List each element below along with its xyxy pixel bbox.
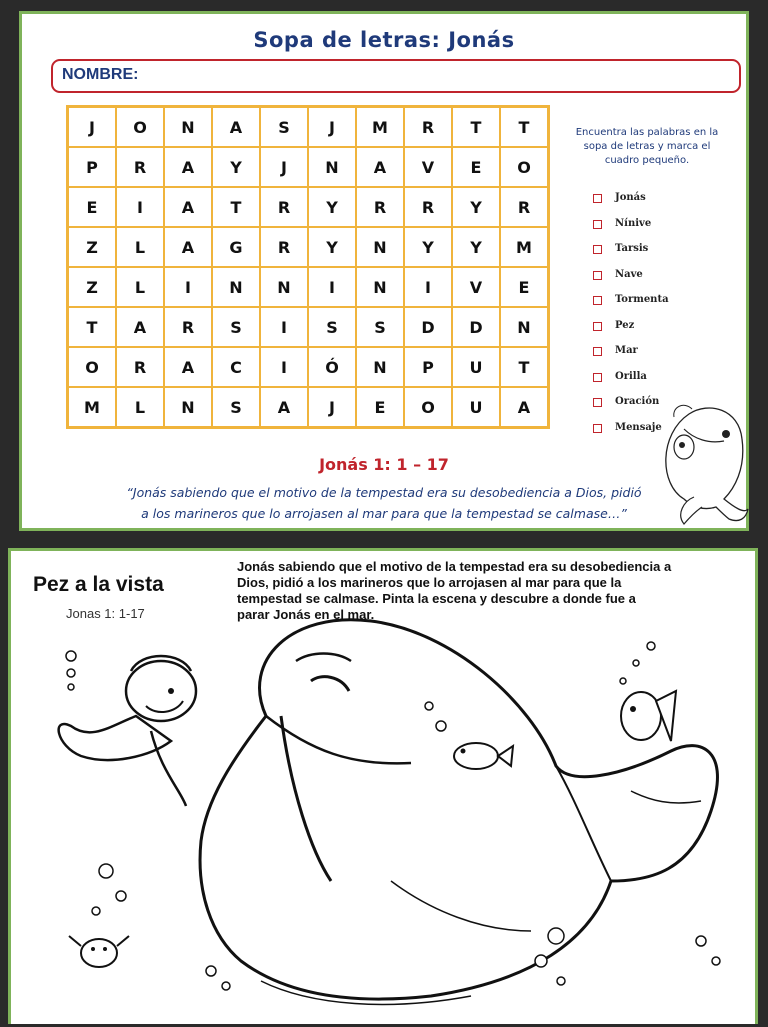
description-line: tempestad se calmase. Pinta la escena y descubre a donde fue a [237, 591, 636, 606]
grid-row [68, 187, 549, 227]
grid-row [68, 227, 549, 267]
word-label: Tormenta [615, 294, 669, 305]
grid-cell[interactable]: E [68, 187, 117, 227]
word-checkbox[interactable] [593, 322, 602, 331]
grid-cell[interactable]: Y [452, 187, 500, 227]
jonah-figure [59, 656, 196, 806]
grid-cell[interactable]: L [116, 387, 164, 428]
word-checkbox[interactable] [593, 373, 602, 382]
grid-cell[interactable]: I [164, 267, 212, 307]
grid-cell[interactable]: J [308, 387, 356, 428]
grid-cell[interactable]: T [68, 307, 117, 347]
grid-cell[interactable]: D [404, 307, 452, 347]
grid-cell[interactable]: Y [308, 227, 356, 267]
letter-grid [66, 105, 550, 429]
grid-cell[interactable]: Y [308, 187, 356, 227]
grid-cell[interactable]: R [116, 347, 164, 387]
description-line: Jonás sabiendo que el motivo de la tempestad era su desobediencia a [237, 559, 672, 574]
coloring-description [237, 559, 747, 623]
grid-cell[interactable]: R [404, 187, 452, 227]
grid-cell[interactable]: Ó [308, 347, 356, 387]
grid-cell[interactable]: M [68, 387, 117, 428]
crab [69, 936, 129, 967]
grid-cell[interactable]: R [356, 187, 404, 227]
description-line: Dios, pidió a los marineros que lo arrojasen al mar para que la [237, 575, 622, 590]
grid-row [68, 387, 549, 428]
grid-cell[interactable]: U [452, 347, 500, 387]
grid-cell[interactable]: N [308, 147, 356, 187]
grid-cell[interactable]: N [212, 267, 260, 307]
grid-cell[interactable]: S [212, 387, 260, 428]
word-checkbox[interactable] [593, 398, 602, 407]
big-whale [200, 620, 717, 999]
grid-cell[interactable]: P [404, 347, 452, 387]
word-checkbox[interactable] [593, 245, 602, 254]
grid-cell[interactable]: S [260, 107, 308, 148]
grid-cell[interactable]: A [164, 187, 212, 227]
grid-cell[interactable]: T [212, 187, 260, 227]
verse-line: “Jonás sabiendo que el motivo de la tempestad era su desobediencia a Dios, pidió [126, 485, 642, 500]
name-label: NOMBRE: [62, 66, 139, 83]
grid-cell[interactable]: S [308, 307, 356, 347]
grid-cell[interactable]: I [260, 347, 308, 387]
word-label: Pez [615, 319, 635, 331]
word-label: Nínive [615, 217, 652, 229]
verse-line: a los marineros que lo arrojasen al mar para que la tempestad se calmase…” [141, 506, 627, 521]
word-search-worksheet [19, 11, 749, 531]
grid-cell[interactable]: O [404, 387, 452, 428]
grid-cell[interactable]: N [500, 307, 549, 347]
grid-cell[interactable]: I [260, 307, 308, 347]
word-label: Mensaje [615, 421, 662, 433]
grid-cell[interactable]: P [68, 147, 117, 187]
grid-cell[interactable]: M [500, 227, 549, 267]
word-label: Jonás [615, 192, 646, 203]
grid-cell[interactable]: J [68, 107, 117, 148]
grid-cell[interactable]: O [116, 107, 164, 148]
word-checkbox[interactable] [593, 424, 602, 433]
grid-cell[interactable]: I [308, 267, 356, 307]
grid-cell[interactable]: N [356, 227, 404, 267]
grid-cell[interactable]: Y [212, 147, 260, 187]
grid-row [68, 107, 549, 148]
grid-cell[interactable]: R [500, 187, 549, 227]
coloring-reference: Jonas 1: 1-17 [66, 606, 145, 621]
grid-cell[interactable]: E [452, 147, 500, 187]
grid-cell[interactable]: D [452, 307, 500, 347]
grid-cell[interactable]: A [212, 107, 260, 148]
grid-cell[interactable]: R [116, 147, 164, 187]
word-label: Orilla [615, 370, 647, 382]
grid-cell[interactable]: Y [452, 227, 500, 267]
grid-cell[interactable]: R [164, 307, 212, 347]
word-checkbox[interactable] [593, 347, 602, 356]
description-line: parar Jonás en el mar. [237, 607, 375, 622]
grid-cell[interactable]: T [500, 107, 549, 148]
grid-cell[interactable]: N [260, 267, 308, 307]
name-field[interactable] [51, 59, 741, 93]
grid-cell[interactable]: N [164, 107, 212, 148]
grid-cell[interactable]: O [68, 347, 117, 387]
grid-cell[interactable]: Z [68, 227, 117, 267]
grid-cell[interactable]: S [212, 307, 260, 347]
grid-cell[interactable]: L [116, 267, 164, 307]
grid-cell[interactable]: L [116, 227, 164, 267]
grid-cell[interactable]: A [164, 227, 212, 267]
grid-cell[interactable]: A [500, 387, 549, 428]
verse-reference: Jonás 1: 1 – 17 [319, 455, 449, 474]
word-checkbox[interactable] [593, 220, 602, 229]
word-label: Oración [615, 396, 660, 407]
grid-cell[interactable]: I [116, 187, 164, 227]
grid-cell[interactable]: A [260, 387, 308, 428]
grid-cell[interactable]: N [164, 387, 212, 428]
grid-cell[interactable]: T [452, 107, 500, 148]
grid-cell[interactable]: N [356, 267, 404, 307]
grid-cell[interactable]: O [500, 147, 549, 187]
grid-cell[interactable]: E [356, 387, 404, 428]
right-fish [621, 691, 676, 741]
coloring-title: Pez a la vista [33, 573, 164, 596]
grid-cell[interactable]: R [260, 227, 308, 267]
grid-cell[interactable]: T [500, 347, 549, 387]
word-checkbox[interactable] [593, 194, 602, 203]
grid-cell[interactable]: G [212, 227, 260, 267]
grid-row [68, 147, 549, 187]
grid-cell[interactable]: V [452, 267, 500, 307]
grid-row [68, 307, 549, 347]
instructions-line: sopa de letras y marca el [583, 141, 711, 152]
grid-cell[interactable]: A [164, 347, 212, 387]
grid-cell[interactable]: R [260, 187, 308, 227]
worksheet-title: Sopa de letras: Jonás [253, 28, 515, 52]
grid-row [68, 347, 549, 387]
grid-cell[interactable]: S [356, 307, 404, 347]
grid-cell[interactable]: A [116, 307, 164, 347]
grid-cell[interactable]: E [500, 267, 549, 307]
grid-cell[interactable]: J [260, 147, 308, 187]
grid-cell[interactable]: A [356, 147, 404, 187]
grid-cell[interactable]: M [356, 107, 404, 148]
grid-cell[interactable]: R [404, 107, 452, 148]
word-checkbox[interactable] [593, 271, 602, 280]
grid-cell[interactable]: Z [68, 267, 117, 307]
word-label: Mar [615, 345, 638, 356]
word-label: Tarsis [615, 243, 649, 254]
word-label: Nave [615, 268, 643, 280]
grid-cell[interactable]: A [164, 147, 212, 187]
grid-cell[interactable]: V [404, 147, 452, 187]
instructions [562, 126, 732, 168]
grid-cell[interactable]: J [308, 107, 356, 148]
word-checkbox[interactable] [593, 296, 602, 305]
instructions-line: Encuentra las palabras en la [575, 127, 719, 138]
coloring-worksheet [8, 548, 758, 1024]
grid-cell[interactable]: I [404, 267, 452, 307]
grid-cell[interactable]: C [212, 347, 260, 387]
instructions-line: cuadro pequeño. [604, 155, 690, 166]
grid-cell[interactable]: Y [404, 227, 452, 267]
verse-text [42, 482, 726, 524]
grid-cell[interactable]: N [356, 347, 404, 387]
grid-cell[interactable]: U [452, 387, 500, 428]
grid-row [68, 267, 549, 307]
